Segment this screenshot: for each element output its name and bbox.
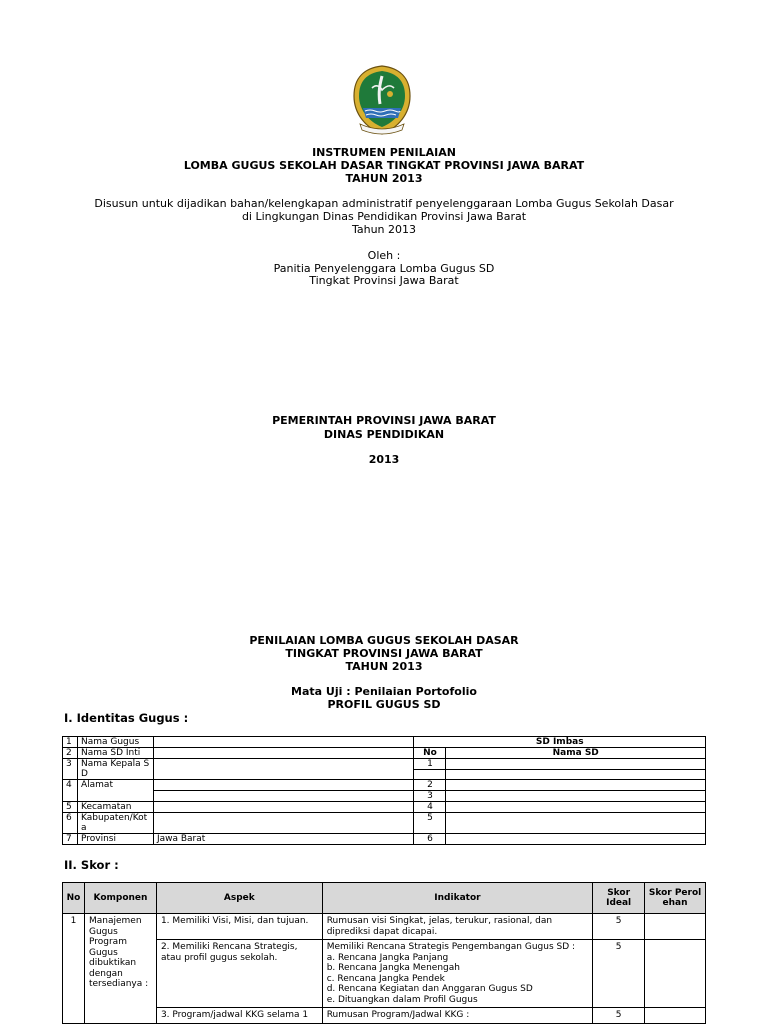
assessment-subject-line1: Mata Uji : Penilaian Portofolio (291, 685, 477, 698)
table-row (63, 759, 706, 770)
skor-perolehan-cell[interactable] (645, 1008, 706, 1024)
row-value[interactable]: Jawa Barat (153, 834, 414, 845)
aspek-cell: 1. Memiliki Visi, Misi, dan tujuan. (156, 914, 322, 940)
row-value[interactable] (153, 780, 414, 791)
cover-desc-line2: di Lingkungan Dinas Pendidikan Provinsi Jawa Barat (241, 210, 527, 223)
assessment-title-line3: TAHUN 2013 (345, 660, 423, 673)
table-row (63, 834, 706, 845)
imbas-no: 1 (414, 759, 446, 770)
assessment-title-line1: PENILAIAN LOMBA GUGUS SEKOLAH DASAR (249, 634, 519, 647)
imbas-no: 5 (414, 813, 446, 834)
imbas-name[interactable] (446, 834, 706, 845)
row-value[interactable] (153, 737, 414, 748)
indikator-cell: Rumusan visi Singkat, jelas, terukur, rasional, dan diprediksi dapat dicapai. (322, 914, 592, 940)
row-value[interactable] (153, 748, 414, 759)
imbas-name[interactable] (446, 759, 706, 770)
table-row (63, 737, 706, 748)
cover-desc-line1: Disusun untuk dijadikan bahan/kelengkapan administratif penyelenggaraan Lomba Gugus Sekolah Dasar (94, 197, 674, 210)
row-label: Nama SD Inti (77, 748, 153, 759)
skor-ideal-cell: 5 (593, 940, 645, 1008)
skor-perolehan-cell[interactable] (645, 940, 706, 1008)
skor-perolehan-cell[interactable] (645, 914, 706, 940)
header-aspek: Aspek (156, 883, 322, 914)
aspek-cell: 3. Program/jadwal KKG selama 1 (156, 1008, 322, 1024)
row-label: Kecamatan (77, 802, 153, 813)
row-no: 1 (63, 737, 78, 748)
table-row (63, 813, 706, 834)
cover-title-line2: LOMBA GUGUS SEKOLAH DASAR TINGKAT PROVINSI JAWA BARAT (183, 159, 585, 172)
row-no: 5 (63, 802, 78, 813)
row-label: Alamat (77, 780, 153, 802)
section1-heading: I. Identitas Gugus : (64, 711, 189, 725)
component-no: 1 (63, 914, 85, 1024)
imbas-name-header: Nama SD (446, 748, 706, 759)
table-row (63, 940, 706, 1008)
row-label: Kabupaten/Kota (77, 813, 153, 834)
table-row (63, 780, 706, 791)
row-no: 7 (63, 834, 78, 845)
row-no: 2 (63, 748, 78, 759)
header-skor-perolehan: Skor Perolehan (645, 883, 706, 914)
gov-line1: PEMERINTAH PROVINSI JAWA BARAT (272, 414, 496, 427)
aspek-cell: 2. Memiliki Rencana Strategis, atau profil gugus sekolah. (156, 940, 322, 1008)
skor-ideal-cell: 5 (593, 914, 645, 940)
row-value[interactable] (153, 802, 414, 813)
cover-by-line2: Tingkat Provinsi Jawa Barat (309, 274, 459, 287)
assessment-title-line2: TINGKAT PROVINSI JAWA BARAT (285, 647, 483, 660)
skor-ideal-cell: 5 (593, 1008, 645, 1024)
cover-by-line1: Panitia Penyelenggara Lomba Gugus SD (273, 262, 495, 275)
gov-year: 2013 (368, 453, 400, 466)
header-komponen: Komponen (84, 883, 156, 914)
imbas-name[interactable] (446, 813, 706, 834)
row-value[interactable] (153, 813, 414, 834)
imbas-name[interactable] (446, 802, 706, 813)
table-row (63, 791, 706, 802)
imbas-name[interactable] (446, 780, 706, 791)
imbas-no: 3 (414, 791, 446, 802)
imbas-header: SD Imbas (414, 737, 706, 748)
cover-by-label: Oleh : (367, 249, 401, 262)
header-skor-ideal: Skor Ideal (593, 883, 645, 914)
cover-desc-line3: Tahun 2013 (351, 223, 417, 236)
imbas-no: 6 (414, 834, 446, 845)
indikator-cell: Memiliki Rencana Strategis Pengembangan Gugus SD : a. Rencana Jangka Panjang b. Rencana Jangka Menengah c. Rencana Jangka Pendek d. Rencana Kegiatan dan Anggaran Gugus SD e. Dituangkan dalam Profil Gugus (322, 940, 592, 1008)
score-table (62, 882, 706, 1024)
row-no: 3 (63, 759, 78, 780)
imbas-no: 2 (414, 780, 446, 791)
row-label: Nama Gugus (77, 737, 153, 748)
table-row (63, 748, 706, 759)
header-indikator: Indikator (322, 883, 592, 914)
component-name: Manajemen Gugus Program Gugus dibuktikan dengan tersedianya : (84, 914, 156, 1024)
section2-heading: II. Skor : (64, 858, 119, 872)
row-no: 4 (63, 780, 78, 802)
gov-line2: DINAS PENDIDIKAN (323, 428, 445, 441)
imbas-name[interactable] (446, 770, 706, 780)
imbas-name[interactable] (446, 791, 706, 802)
row-value[interactable] (153, 759, 414, 780)
table-row (63, 1008, 706, 1024)
imbas-no-header: No (414, 748, 446, 759)
row-no: 6 (63, 813, 78, 834)
cover-title-line3: TAHUN 2013 (345, 172, 423, 185)
assessment-subject-line2: PROFIL GUGUS SD (327, 698, 441, 711)
table-row (63, 914, 706, 940)
cover-title-line1: INSTRUMEN PENILAIAN (312, 146, 456, 159)
imbas-no-spacer (414, 770, 446, 780)
table-row (63, 802, 706, 813)
imbas-no: 4 (414, 802, 446, 813)
header-no: No (63, 883, 85, 914)
row-label: Provinsi (77, 834, 153, 845)
table-header-row (63, 883, 706, 914)
row-value-cont[interactable] (153, 791, 414, 802)
west-java-emblem-icon (350, 64, 414, 136)
indikator-cell: Rumusan Program/Jadwal KKG : (322, 1008, 592, 1024)
row-label: Nama Kepala SD (77, 759, 153, 780)
identity-table (62, 736, 706, 845)
